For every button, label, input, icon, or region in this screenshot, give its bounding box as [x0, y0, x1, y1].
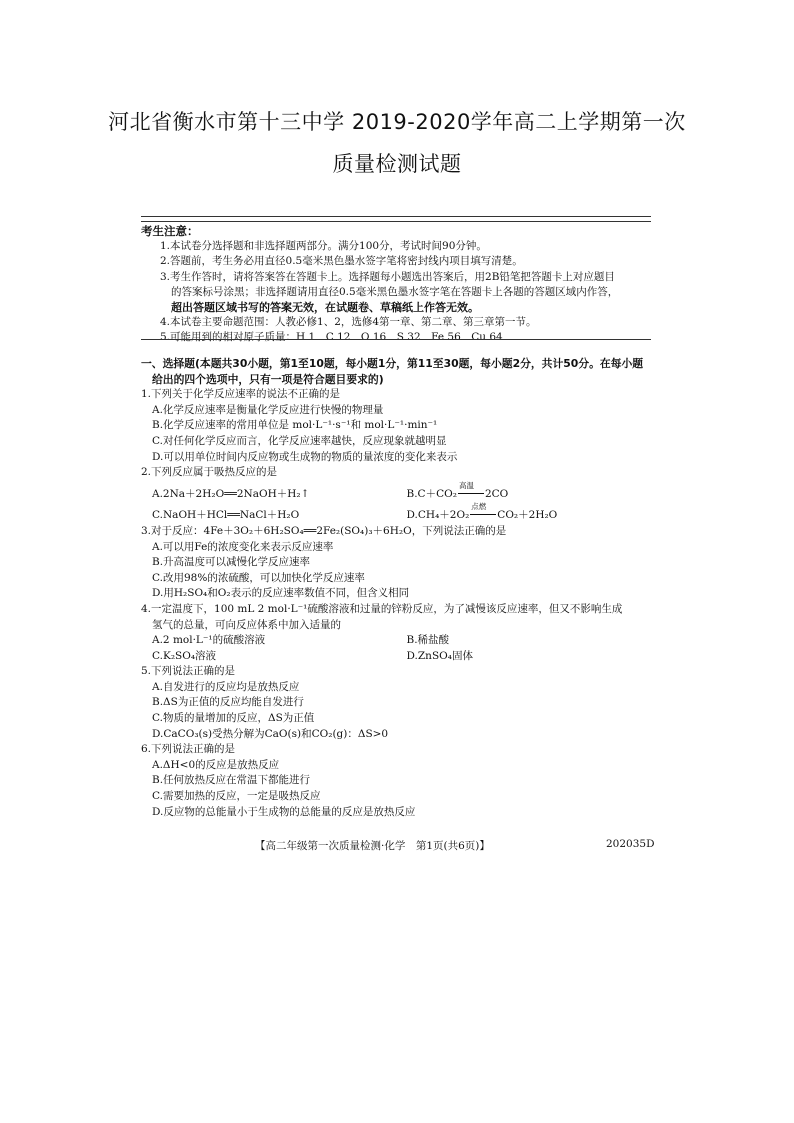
- option-d: D.ZnSO₄固体: [406, 649, 473, 662]
- divider: [141, 339, 651, 340]
- question-5: [141, 664, 661, 742]
- option-row: [141, 502, 661, 524]
- option-b: B.化学反应速率的常用单位是 mol·L⁻¹·s⁻¹和 mol·L⁻¹·min⁻¹: [152, 419, 438, 432]
- question-4: [141, 602, 661, 664]
- option-b: B.升高温度可以减慢化学反应速率: [152, 556, 311, 569]
- page-subtitle: 质量检测试题: [332, 152, 462, 176]
- reaction-arrow: [470, 502, 496, 515]
- option-d: D.可以用单位时间内反应物或生成物的物质的量浓度的变化来表示: [152, 450, 458, 463]
- option-a: A.自发进行的反应均是放热反应: [152, 680, 300, 693]
- option-c: C.需要加热的反应，一定是吸热反应: [152, 790, 321, 803]
- question-stem: 3.对于反应：4Fe＋3O₂＋6H₂SO₄══2Fe₂(SO₄)₃＋6H₂O，下列说法正确的是: [141, 524, 507, 537]
- option-a: A.化学反应速率是衡量化学反应进行快慢的物理量: [152, 403, 384, 416]
- option-b: B.稀盐酸: [406, 634, 450, 647]
- option-b-products: 2CO: [484, 487, 509, 500]
- option-b: [406, 480, 662, 503]
- question-1: [141, 387, 661, 465]
- option-d: D.反应物的总能量小于生成物的总能量的反应是放热反应: [152, 805, 416, 818]
- option-c: C.改用98%的浓硫酸，可以加快化学反应速率: [152, 571, 365, 584]
- page-footer: 【高二年级第一次质量检测·化学 第1页(共6页)】: [255, 840, 490, 852]
- option-row: [141, 633, 661, 649]
- note-item: 2.答题前，考生务必用直径0.5毫米黑色墨水签字笔将密封线内项目填写清楚。: [160, 255, 523, 268]
- option-a: A.2Na＋2H₂O══2NaOH＋H₂↑: [152, 487, 310, 500]
- question-stem: 氢气的总量，可向反应体系中加入适量的: [152, 618, 341, 631]
- option-d-products: CO₂＋2H₂O: [497, 509, 558, 522]
- note-item: 3.考生作答时，请将答案答在答题卡上。选择题每小题选出答案后，用2B铅笔把答题卡上对应题目: [160, 270, 615, 283]
- note-item: 的答案标号涂黑；非选择题请用直径0.5毫米黑色墨水签字笔在答题卡上各题的答题区域内作答，: [171, 285, 619, 298]
- option-d: D.CaCO₃(s)受热分解为CaO(s)和CO₂(g)：ΔS>0: [152, 727, 389, 740]
- note-item: 1.本试卷分选择题和非选择题两部分。满分100分，考试时间90分钟。: [160, 240, 487, 253]
- section-line: 给出的四个选项中，只有一项是符合题目要求的): [152, 372, 384, 386]
- option-d: [406, 502, 662, 524]
- exam-notes: [141, 224, 661, 346]
- option-c: C.物质的量增加的反应，ΔS为正值: [152, 712, 315, 725]
- option-a: A.2 mol·L⁻¹的硫酸溶液: [152, 634, 266, 647]
- option-a: A.可以用Fe的浓度变化来表示反应速率: [152, 540, 334, 553]
- option-row: [141, 649, 661, 665]
- page-title: 河北省衡水市第十三中学 2019-2020学年高二上学期第一次: [108, 110, 686, 134]
- option-b: B.任何放热反应在常温下都能进行: [152, 774, 311, 787]
- section-heading: [141, 356, 661, 387]
- reaction-arrow: [458, 480, 484, 494]
- note-item: 4.本试卷主要命题范围：人教必修1、2，选修4第一章、第二章、第三章第一节。: [160, 316, 537, 329]
- reaction-condition: 高温: [458, 480, 474, 490]
- question-stem: 5.下列说法正确的是: [141, 665, 236, 678]
- question-stem: 1.下列关于化学反应速率的说法不正确的是: [141, 388, 341, 401]
- reaction-condition: 点燃: [471, 502, 487, 512]
- paper-code: 202035D: [606, 838, 655, 850]
- option-b: B.ΔS为正值的反应均能自发进行: [152, 696, 304, 709]
- notes-heading: 考生注意：: [141, 224, 199, 238]
- option-a: A.ΔH<0的反应是放热反应: [152, 758, 280, 771]
- option-b-reactants: B.C＋CO₂: [406, 487, 457, 500]
- question-stem: 2.下列反应属于吸热反应的是: [141, 466, 278, 479]
- question-3: [141, 524, 661, 602]
- option-d: D.用H₂SO₄和O₂表示的反应速率数值不同，但含义相同: [152, 587, 410, 600]
- option-c: C.对任何化学反应而言，化学反应速率越快，反应现象就越明显: [152, 434, 447, 447]
- question-stem: 4.一定温度下，100 mL 2 mol·L⁻¹硫酸溶液和过量的锌粉反应，为了减慢该反应速率，但又不影响生成: [141, 602, 623, 615]
- question-stem: 6.下列说法正确的是: [141, 743, 236, 756]
- section-line: 一、选择题(本题共30小题，第1至10题，每小题1分，第11至30题，每小题2分，共计50分。在每小题: [141, 357, 644, 370]
- note-item: 5.可能用到的相对原子质量：H 1 C 12 O 16 S 32 Fe 56 Cu 64: [160, 331, 503, 344]
- option-row: [141, 480, 661, 503]
- question-2: [141, 465, 661, 524]
- divider: [141, 216, 651, 217]
- option-c: C.NaOH＋HCl══NaCl＋H₂O: [152, 509, 300, 522]
- divider: [141, 221, 651, 222]
- question-6: [141, 742, 661, 820]
- question-section: [141, 356, 661, 820]
- option-d-reactants: D.CH₄＋2O₂: [406, 509, 470, 522]
- note-item: 超出答题区域书写的答案无效，在试题卷、草稿纸上作答无效。: [171, 301, 479, 315]
- option-c: C.K₂SO₄溶液: [152, 649, 217, 662]
